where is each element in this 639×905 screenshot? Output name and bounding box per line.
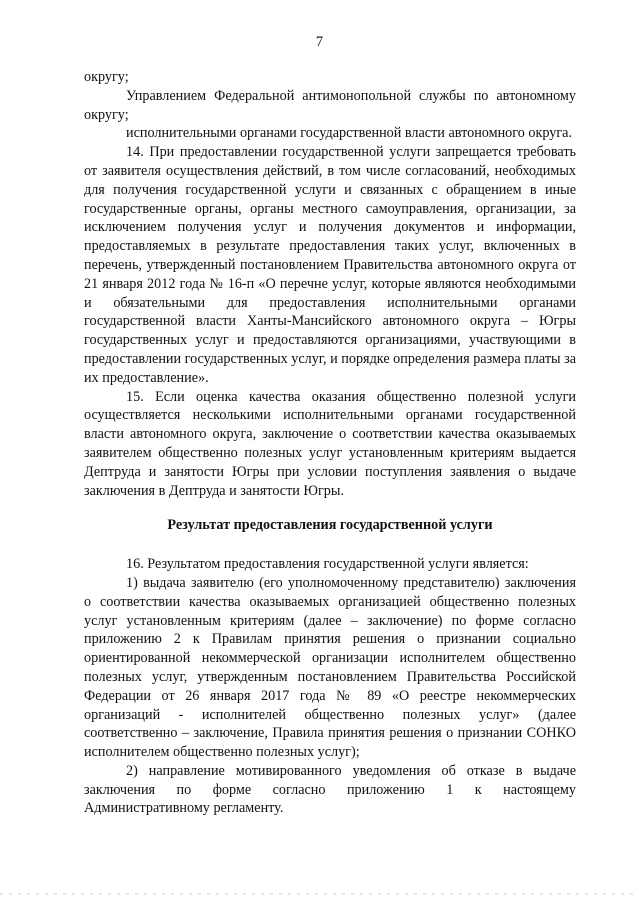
paragraph-okrugu: округу; bbox=[84, 69, 129, 85]
paragraph-16-1: 1) выдача заявителю (его уполномоченному представителю) заключения о соответствии качества оказываемых организацией общественно полезных услуг установленным критериям (далее – заключение) по форме согласно приложению 2 к Правилам принятия решения о признании социально ориентированной некоммерческой организации исполнителем общественно полезных услуг, утвержденным постановлением Правительства Российской Федерации от 26 января 2017 года № 89 «О реестре некоммерческих организаций - исполнителей общественно полезных услуг» (далее соответственно – заключение, Правила принятия решения о признании СОНКО исполнителем общественно полезных услуг); bbox=[84, 574, 576, 761]
paragraph-executive-bodies: исполнительными органами государственной власти автономного округа. bbox=[126, 125, 573, 142]
document-body bbox=[84, 68, 576, 818]
scan-edge-artifact bbox=[0, 893, 639, 895]
paragraph-fas: Управлением Федеральной антимонопольной службы по автономному округу; bbox=[84, 87, 576, 123]
paragraph-14: 14. При предоставлении государственной услуги запрещается требовать от заявителя осуществления действий, в том числе согласований, необходимых для получения государственной услуги и связанных с обращением в иные государственные органы, органы местного самоуправления, организации, за исключением получения услуг и получения документов и информации, предоставляемых в результате предоставления таких услуг, включенных в перечень, утвержденный постановлением Правительства автономного округа от 21 января 2012 года № 16-п «О перечне услуг, которые являются необходимыми и обязательными для предоставления исполнительными органами государственной власти Ханты-Мансийского автономного округа – Югры государственных услуг и предоставляются организациями, участвующими в предоставлении государственных услуг, и порядке определения размера платы за их предоставление». bbox=[84, 144, 576, 386]
page-number: 7 bbox=[315, 34, 324, 50]
paragraph-16: 16. Результатом предоставления государственной услуги является: bbox=[126, 556, 529, 573]
paragraph-16-2: 2) направление мотивированного уведомления об отказе в выдаче заключения по форме согласно приложению 1 к настоящему Административному регламенту. bbox=[84, 762, 576, 817]
section-heading: Результат предоставления государственной услуги bbox=[167, 517, 493, 534]
paragraph-15: 15. Если оценка качества оказания общественно полезной услуги осуществляется несколькими исполнительными органами государственной власти автономного округа, заключение о соответствии качества оказываемых заявителем общественно полезных услуг установленным критериям выдается Дептруда и занятости Югры при условии поступления заявления о выдаче заключения в Дептруда и занятости Югры. bbox=[84, 388, 576, 499]
